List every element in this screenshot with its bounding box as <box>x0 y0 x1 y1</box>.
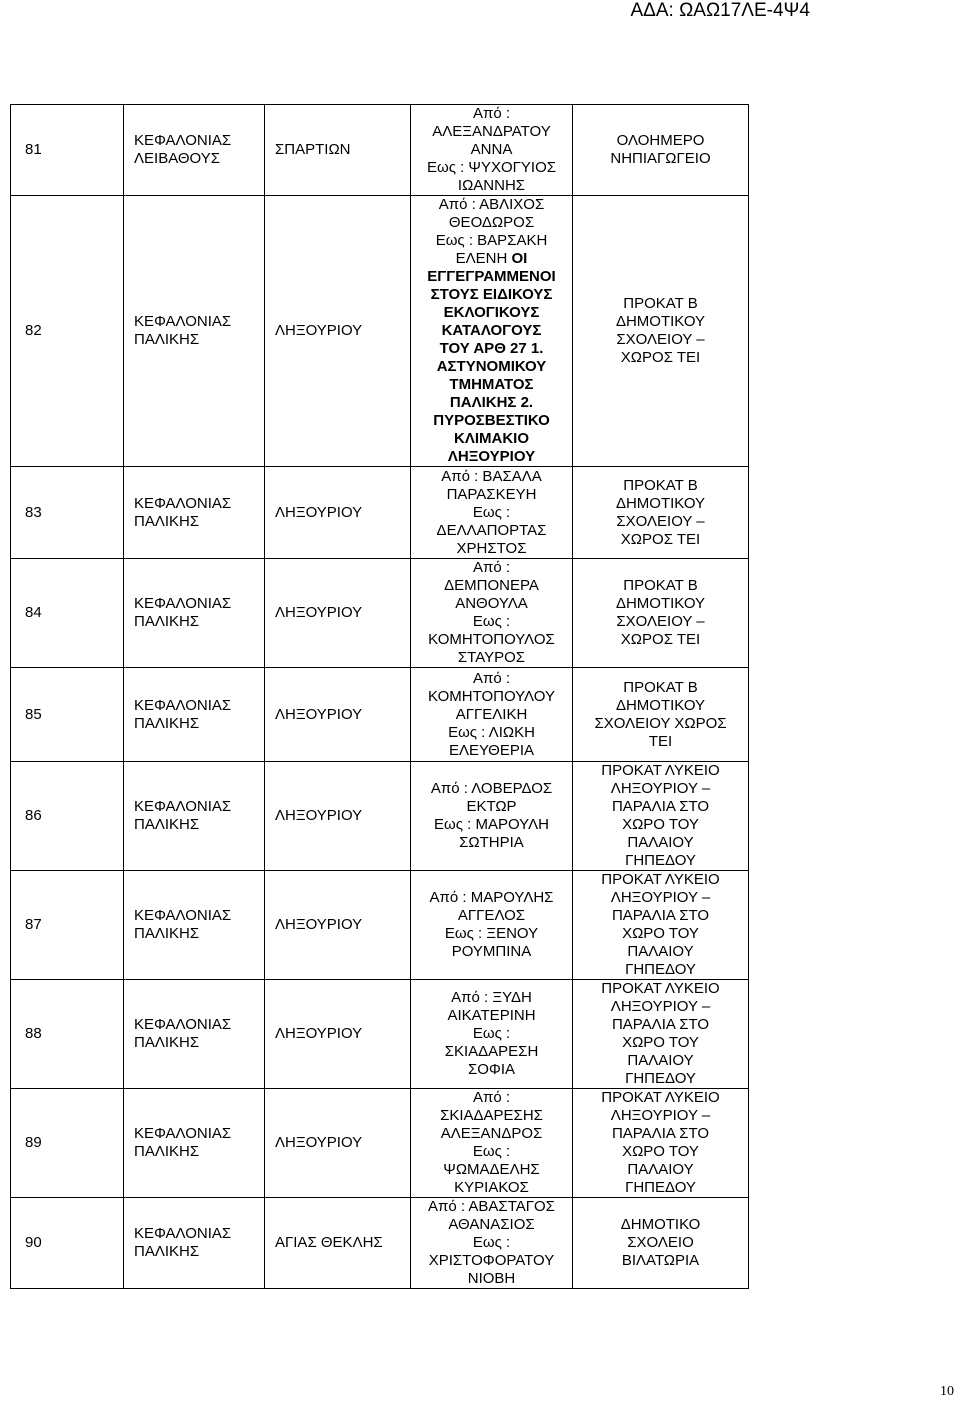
surname-range-cell <box>411 1198 573 1289</box>
location-cell: ΠΡΟΚΑΤ ΛΥΚΕΙΟ ΛΗΞΟΥΡΙΟΥ – ΠΑΡΑΛΙΑ ΣΤΟ ΧΩΡΟ ΤΟΥ ΠΑΛΑΙΟΥ ΓΗΠΕΔΟΥ <box>573 1089 749 1198</box>
municipality-cell: ΑΓΙΑΣ ΘΕΚΛΗΣ <box>265 1198 411 1289</box>
surname-range-text: Από : ΜΑΡΟΥΛΗΣ ΑΓΓΕΛΟΣ Εως : ΞΕΝΟΥ ΡΟΥΜΠΙΝΑ <box>429 889 554 960</box>
row-number: 83 <box>11 467 124 559</box>
location-cell: ΠΡΟΚΑΤ ΛΥΚΕΙΟ ΛΗΞΟΥΡΙΟΥ – ΠΑΡΑΛΙΑ ΣΤΟ ΧΩΡΟ ΤΟΥ ΠΑΛΑΙΟΥ ΓΗΠΕΔΟΥ <box>573 762 749 871</box>
region-cell: ΚΕΦΑΛΟΝΙΑΣ ΠΑΛΙΚΗΣ <box>124 467 265 559</box>
region-cell: ΚΕΦΑΛΟΝΙΑΣ ΠΑΛΙΚΗΣ <box>124 1198 265 1289</box>
region-cell: ΚΕΦΑΛΟΝΙΑΣ ΠΑΛΙΚΗΣ <box>124 980 265 1089</box>
row-number: 87 <box>11 871 124 980</box>
surname-range-cell <box>411 762 573 871</box>
table-row <box>11 1198 749 1289</box>
municipality-cell: ΛΗΞΟΥΡΙΟΥ <box>265 668 411 762</box>
location-cell: ΔΗΜΟΤΙΚΟ ΣΧΟΛΕΙΟ ΒΙΛΑΤΩΡΙΑ <box>573 1198 749 1289</box>
surname-range-cell <box>411 668 573 762</box>
row-number: 85 <box>11 668 124 762</box>
table-row <box>11 762 749 871</box>
table-row <box>11 467 749 559</box>
location-cell: ΠΡΟΚΑΤ Β ΔΗΜΟΤΙΚΟΥ ΣΧΟΛΕΙΟΥ ΧΩΡΟΣ ΤΕΙ <box>573 668 749 762</box>
surname-range-text: Από : ΚΟΜΗΤΟΠΟΥΛΟΥ ΑΓΓΕΛΙΚΗ Εως : ΛΙΩΚΗ ΕΛΕΥΘΕΡΙΑ <box>428 669 555 759</box>
municipality-cell: ΣΠΑΡΤΙΩΝ <box>265 105 411 196</box>
region-cell: ΚΕΦΑΛΟΝΙΑΣ ΠΑΛΙΚΗΣ <box>124 196 265 467</box>
surname-range-cell <box>411 559 573 668</box>
surname-range-text: Από : ΒΑΣΑΛΑ ΠΑΡΑΣΚΕΥΗ Εως : ΔΕΛΛΑΠΟΡΤΑΣ ΧΡΗΣΤΟΣ <box>436 467 547 557</box>
surname-range-text: Από : ΑΛΕΞΑΝΔΡΑΤΟΥ ΑΝΝΑ Εως : ΨΥΧΟΓΥΙΟΣ ΙΩΑΝΝΗΣ <box>426 105 557 194</box>
surname-range-text: Από : ΞΥΔΗ ΑΙΚΑΤΕΡΙΝΗ Εως : ΣΚΙΑΔΑΡΕΣΗ ΣΟΦΙΑ <box>444 989 539 1078</box>
municipality-cell: ΛΗΞΟΥΡΙΟΥ <box>265 559 411 668</box>
table-row <box>11 559 749 668</box>
row-number: 81 <box>11 105 124 196</box>
location-cell: ΠΡΟΚΑΤ Β ΔΗΜΟΤΙΚΟΥ ΣΧΟΛΕΙΟΥ – ΧΩΡΟΣ ΤΕΙ <box>573 467 749 559</box>
municipality-cell: ΛΗΞΟΥΡΙΟΥ <box>265 1089 411 1198</box>
location-cell: ΠΡΟΚΑΤ ΛΥΚΕΙΟ ΛΗΞΟΥΡΙΟΥ – ΠΑΡΑΛΙΑ ΣΤΟ ΧΩΡΟ ΤΟΥ ΠΑΛΑΙΟΥ ΓΗΠΕΔΟΥ <box>573 871 749 980</box>
table-row <box>11 871 749 980</box>
location-cell: ΟΛΟΗΜΕΡΟ ΝΗΠΙΑΓΩΓΕΙΟ <box>573 105 749 196</box>
location-cell: ΠΡΟΚΑΤ Β ΔΗΜΟΤΙΚΟΥ ΣΧΟΛΕΙΟΥ – ΧΩΡΟΣ ΤΕΙ <box>573 196 749 467</box>
location-cell: ΠΡΟΚΑΤ Β ΔΗΜΟΤΙΚΟΥ ΣΧΟΛΕΙΟΥ – ΧΩΡΟΣ ΤΕΙ <box>573 559 749 668</box>
region-cell: ΚΕΦΑΛΟΝΙΑΣ ΠΑΛΙΚΗΣ <box>124 559 265 668</box>
surname-range-note: ΟΙ ΕΓΓΕΓΡΑΜΜΕΝΟΙ ΣΤΟΥΣ ΕΙΔΙΚΟΥΣ ΕΚΛΟΓΙΚΟΥΣ ΚΑΤΑΛΟΓΟΥΣ ΤΟΥ ΑΡΘ 27 1. ΑΣΤΥΝΟΜΙΚΟΥ ΤΜΗΜΑΤΟΣ ΠΑΛΙΚΗΣ 2. ΠΥΡΟΣΒΕΣΤΙΚΟ ΚΛΙΜΑΚΙΟ ΛΗΞΟΥΡΙΟΥ <box>427 250 556 465</box>
surname-range-text: Από : ΛΟΒΕΡΔΟΣ ΕΚΤΩΡ Εως : ΜΑΡΟΥΛΗ ΣΩΤΗΡΙΑ <box>430 780 553 851</box>
surname-range-cell <box>411 105 573 196</box>
municipality-cell: ΛΗΞΟΥΡΙΟΥ <box>265 196 411 467</box>
region-cell: ΚΕΦΑΛΟΝΙΑΣ ΛΕΙΒΑΘΟΥΣ <box>124 105 265 196</box>
surname-range-text: Από : ΣΚΙΑΔΑΡΕΣΗΣ ΑΛΕΞΑΝΔΡΟΣ Εως : ΨΩΜΑΔΕΛΗΣ ΚΥΡΙΑΚΟΣ <box>440 1089 543 1196</box>
document-code: ΑΔΑ: ΩΑΩ17ΛΕ-4Ψ4 <box>630 0 810 21</box>
table-row <box>11 196 749 467</box>
region-cell: ΚΕΦΑΛΟΝΙΑΣ ΠΑΛΙΚΗΣ <box>124 762 265 871</box>
surname-range-text: Από : ΑΒΑΣΤΑΓΟΣ ΑΘΑΝΑΣΙΟΣ Εως : ΧΡΙΣΤΟΦΟΡΑΤΟΥ ΝΙΟΒΗ <box>428 1198 555 1287</box>
municipality-cell: ΛΗΞΟΥΡΙΟΥ <box>265 762 411 871</box>
surname-range-cell <box>411 980 573 1089</box>
municipality-cell: ΛΗΞΟΥΡΙΟΥ <box>265 980 411 1089</box>
surname-range-cell <box>411 196 573 467</box>
municipality-cell: ΛΗΞΟΥΡΙΟΥ <box>265 871 411 980</box>
region-cell: ΚΕΦΑΛΟΝΙΑΣ ΠΑΛΙΚΗΣ <box>124 668 265 762</box>
table-row <box>11 980 749 1089</box>
table-row <box>11 1089 749 1198</box>
region-cell: ΚΕΦΑΛΟΝΙΑΣ ΠΑΛΙΚΗΣ <box>124 1089 265 1198</box>
row-number: 86 <box>11 762 124 871</box>
surname-range-cell <box>411 467 573 559</box>
row-number: 84 <box>11 559 124 668</box>
page-number: 10 <box>940 1384 954 1399</box>
surname-range-cell <box>411 871 573 980</box>
row-number: 90 <box>11 1198 124 1289</box>
surname-range-text: Από : ΔΕΜΠΟΝΕΡΑ ΑΝΘΟΥΛΑ Εως : ΚΟΜΗΤΟΠΟΥΛΟΣ ΣΤΑΥΡΟΣ <box>428 559 555 666</box>
surname-range-cell <box>411 1089 573 1198</box>
row-number: 82 <box>11 196 124 467</box>
location-cell: ΠΡΟΚΑΤ ΛΥΚΕΙΟ ΛΗΞΟΥΡΙΟΥ – ΠΑΡΑΛΙΑ ΣΤΟ ΧΩΡΟ ΤΟΥ ΠΑΛΑΙΟΥ ΓΗΠΕΔΟΥ <box>573 980 749 1089</box>
row-number: 89 <box>11 1089 124 1198</box>
polling-stations-table <box>10 104 749 1289</box>
surname-range-text: Από : ΑΒΛΙΧΟΣ ΘΕΟΔΩΡΟΣ Εως : ΒΑΡΣΑΚΗ ΕΛΕΝΗ <box>435 196 548 267</box>
row-number: 88 <box>11 980 124 1089</box>
municipality-cell: ΛΗΞΟΥΡΙΟΥ <box>265 467 411 559</box>
table-row <box>11 105 749 196</box>
region-cell: ΚΕΦΑΛΟΝΙΑΣ ΠΑΛΙΚΗΣ <box>124 871 265 980</box>
table-row <box>11 668 749 762</box>
